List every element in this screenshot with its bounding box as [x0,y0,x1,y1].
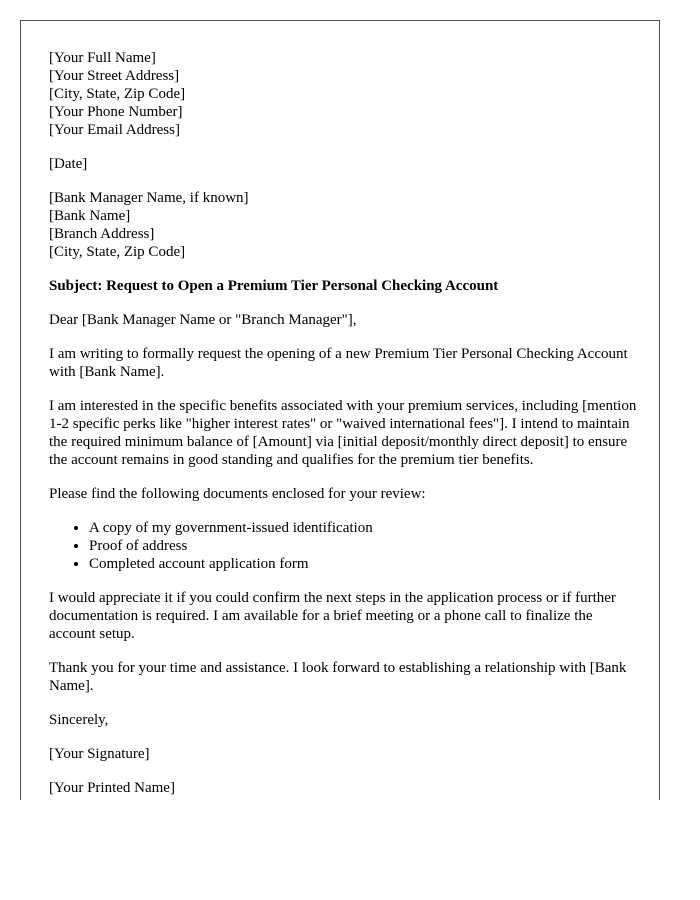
body-paragraph-1: I am writing to formally request the opening of a new Premium Tier Personal Checking Account with [Bank Name]. [49,346,628,380]
signature-placeholder: [Your Signature] [49,746,150,762]
sender-phone: [Your Phone Number] [49,104,183,120]
recipient-manager: [Bank Manager Name, if known] [49,190,249,206]
letter-page [20,20,660,800]
sender-email: [Your Email Address] [49,122,180,138]
body-paragraph-5: Thank you for your time and assistance. I look forward to establishing a relationship with [Bank Name]. [49,660,627,694]
list-item: • Proof of address [89,537,639,555]
recipient-address-block [49,189,639,261]
body-paragraph-4: I would appreciate it if you could confirm the next steps in the application process or if further documentation is required. I am available for a brief meeting or a phone call to finalize the account setup. [49,590,616,642]
sender-name: [Your Full Name] [49,50,156,66]
recipient-city: [City, State, Zip Code] [49,244,186,260]
printed-name-placeholder: [Your Printed Name] [49,780,175,796]
letter-content [49,49,639,800]
body-paragraph-2: I am interested in the specific benefits associated with your premium services, including [mention 1-2 specific perks like "higher interest rates" or "waived international fees"]. I intend to maintain the required minimum balance of [Amount] via [initial deposit/monthly direct deposit] to ensure the account remains in good standing and qualifies for the premium tier benefits. [49,398,637,468]
letter-date: [Date] [49,156,88,172]
salutation: Dear [Bank Manager Name or "Branch Manager"], [49,312,357,328]
list-item: • A copy of my government-issued identification [89,519,639,537]
sender-street: [Your Street Address] [49,68,180,84]
documents-list [49,519,639,573]
list-item: • Completed account application form [89,555,639,573]
recipient-branch: [Branch Address] [49,226,155,242]
subject-line: Subject: Request to Open a Premium Tier Personal Checking Account [49,278,499,294]
closing: Sincerely, [49,712,109,728]
sender-city: [City, State, Zip Code] [49,86,186,102]
body-paragraph-3: Please find the following documents enclosed for your review: [49,486,426,502]
sender-address-block [49,49,639,139]
recipient-bank: [Bank Name] [49,208,131,224]
